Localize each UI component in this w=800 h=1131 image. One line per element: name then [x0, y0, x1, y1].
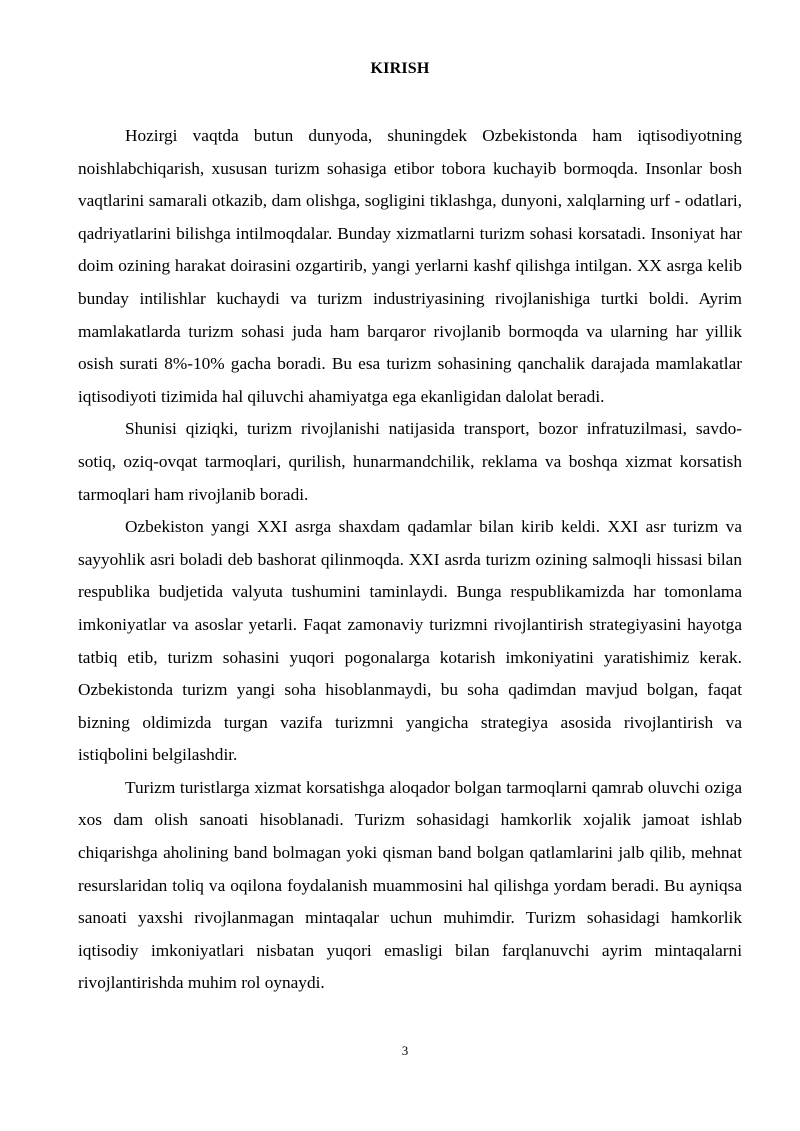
- page-number: 3: [401, 1043, 409, 1058]
- paragraph: Turizm turistlarga xizmat korsatishga aloqador bolgan tarmoqlarni qamrab oluvchi oziga xos dam olish sanoati hisoblanadi. Turizm sohasidagi hamkorlik xojalik jamoat ishlab chiqarishga aholining band bolmagan yoki qisman band bolgan qatlamlarini jalb qilib, mehnat resurslaridan toliq va oqilona foydalanish muammosini hal qilishga yordam beradi. Bu ayniqsa sanoati yaxshi rivojlanmagan mintaqalar uchun muhimdir. Turizm sohasidagi hamkorlik iqtisodiy imkoniyatlari nisbatan yuqori emasligi bilan farqlanuvchi ayrim mintaqalarni rivojlantirishda muhim rol oynaydi.: [78, 777, 742, 993]
- paragraph: Ozbekiston yangi XXI asrga shaxdam qadamlar bilan kirib keldi. XXI asr turizm va sayyohlik asri boladi deb bashorat qilinmoqda. XXI asrda turizm ozining salmoqli hissasi bilan respublika budjetida valyuta tushumini taminlaydi. Bunga respublikamizda har tomonlama imkoniyatlar va asoslar yetarli. Faqat zamonaviy turizmni rivojlantirish strategiyasini hayotga tatbiq etib, turizm sohasini yuqori pogonalarga kotarish imkoniyatini yaratishimiz kerak. Ozbekistonda turizm yangi soha hisoblanmaydi, bu soha qadimdan mavjud bolgan, faqat bizning oldimizda turgan vazifa turizmni yangicha strategiya asosida rivojlantirish va istiqbolini belgilashdir.: [78, 517, 742, 765]
- body-text: [78, 120, 742, 1000]
- paragraph: Shunisi qiziqki, turizm rivojlanishi natijasida transport, bozor infratuzilmasi, savdo-sotiq, oziq-ovqat tarmoqlari, qurilish, hunarmandchilik, reklama va boshqa xizmat korsatish tarmoqlari ham rivojlanib boradi.: [78, 419, 742, 504]
- page-title: KIRISH: [370, 60, 430, 77]
- paragraph: Hozirgi vaqtda butun dunyoda, shuningdek Ozbekistonda ham iqtisodiyotning noishlabchiqarish, xususan turizm sohasiga etibor tobora kuchayib bormoqda. Insonlar bosh vaqtlarini samarali otkazib, dam olishga, sogligini tiklashga, dunyoni, xalqlarning urf - odatlari, qadriyatlarini bilishga intilmoqdalar. Bunday xizmatlarni turizm sohasi korsatadi. Insoniyat har doim ozining harakat doirasini ozgartirib, yangi yerlarni kashf qilishga intilgan. XX asrga kelib bunday intilishlar kuchaydi va turizm industriyasining rivojlanishiga turtki boldi. Ayrim mamlakatlarda turizm sohasi juda ham barqaror rivojlanib bormoqda va ularning har yillik osish surati 8%-10% gacha boradi. Bu esa turizm sohasining qanchalik darajada mamlakatlar iqtisodiyoti tizimida hal qiluvchi ahamiyatga ega ekanligidan dalolat beradi.: [78, 126, 742, 406]
